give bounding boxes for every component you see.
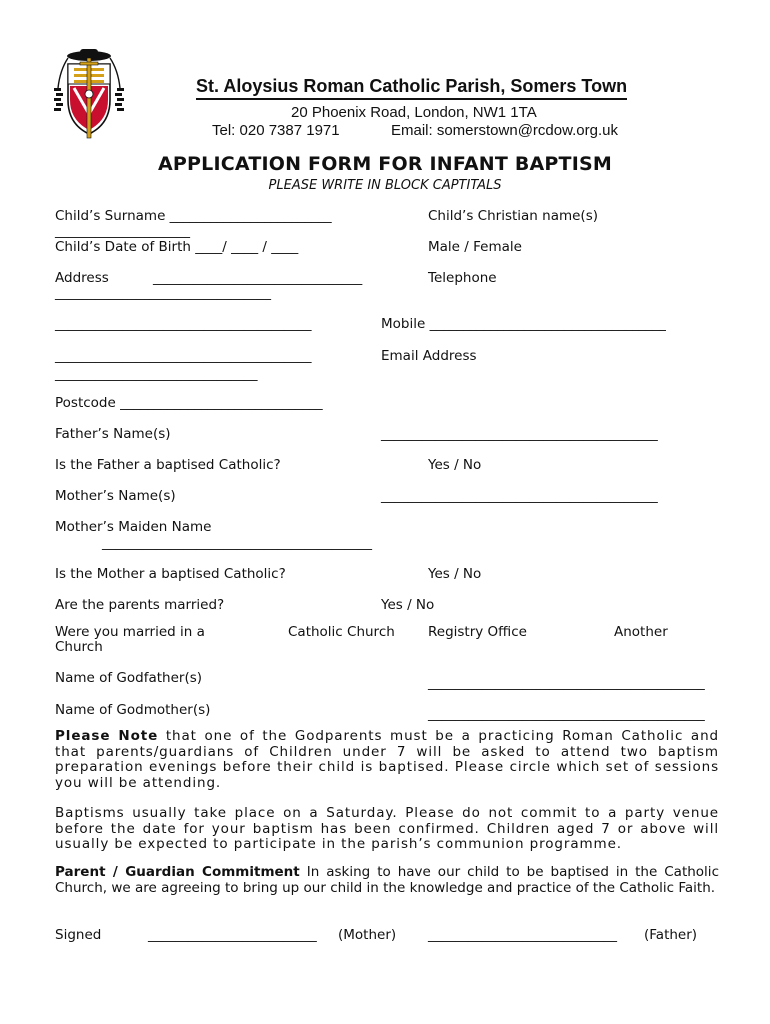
mothers-name-line[interactable]: _________________________________________: [381, 488, 658, 504]
option-another[interactable]: Another: [614, 624, 668, 640]
option-catholic-church[interactable]: Catholic Church: [288, 624, 395, 640]
address-label: Address: [55, 270, 109, 286]
parish-email: Email: somerstown@rcdow.org.uk: [391, 122, 618, 139]
child-christian-names-line[interactable]: ____________________: [55, 223, 190, 239]
child-surname-field[interactable]: Child’s Surname ________________________: [55, 208, 332, 224]
commitment-paragraph: [55, 865, 719, 896]
baptisms-paragraph: Baptisms usually take place on a Saturday. Please do not commit to a party venue before the date for your baptism has been confirmed. Children aged 7 or above will usually be expected to participate in the parish’s communion programme.: [55, 805, 719, 852]
godfather-line[interactable]: _________________________________________: [428, 675, 705, 691]
mother-signature-label: (Mother): [338, 927, 397, 943]
form-subtitle: PLEASE WRITE IN BLOCK CAPTITALS: [268, 178, 502, 193]
parents-married-answer[interactable]: Yes / No: [381, 597, 435, 613]
mother-baptised-answer[interactable]: Yes / No: [428, 566, 482, 582]
married-where-question-cont: Church: [55, 639, 103, 655]
please-note-paragraph: [55, 729, 719, 791]
mother-baptised-question: Is the Mother a baptised Catholic?: [55, 566, 286, 582]
email-address-label: Email Address: [381, 348, 477, 364]
father-signature-line[interactable]: ____________________________: [428, 927, 617, 943]
option-registry-office[interactable]: Registry Office: [428, 624, 527, 640]
child-dob-field[interactable]: Child’s Date of Birth ____/ ____ / ____: [55, 239, 299, 255]
fathers-name-line[interactable]: _________________________________________: [381, 426, 658, 442]
parish-telephone: Tel: 020 7387 1971: [212, 122, 340, 139]
child-christian-names-label: Child’s Christian name(s): [428, 208, 599, 224]
postcode-field[interactable]: Postcode ______________________________: [55, 395, 323, 411]
parish-crest-icon: [52, 48, 126, 142]
signed-label: Signed: [55, 927, 102, 943]
please-note-heading: Please Note: [55, 728, 159, 744]
godfather-label: Name of Godfather(s): [55, 670, 203, 686]
commitment-text: In asking to have our child to be baptised in the Catholic Church, we are agreeing to bring up our child in the knowledge and practice of the Catholic Faith.: [55, 864, 719, 896]
godmother-line[interactable]: _________________________________________: [428, 706, 705, 722]
address-line-2[interactable]: ______________________________________: [55, 316, 312, 332]
godmother-label: Name of Godmother(s): [55, 702, 211, 718]
mother-signature-line[interactable]: _________________________: [148, 927, 317, 943]
mothers-maiden-name-label: Mother’s Maiden Name: [55, 519, 212, 535]
mothers-maiden-name-line[interactable]: ________________________________________: [102, 535, 372, 551]
father-signature-label: (Father): [644, 927, 698, 943]
address-line-3[interactable]: ______________________________________: [55, 348, 312, 364]
commitment-heading: Parent / Guardian Commitment: [55, 864, 300, 880]
father-baptised-question: Is the Father a baptised Catholic?: [55, 457, 281, 473]
parish-name: St. Aloysius Roman Catholic Parish, Somers Town: [196, 76, 627, 100]
form-title: APPLICATION FORM FOR INFANT BAPTISM: [158, 153, 612, 175]
male-female-option[interactable]: Male / Female: [428, 239, 522, 255]
parish-address: 20 Phoenix Road, London, NW1 1TA: [291, 104, 537, 121]
mobile-field[interactable]: Mobile ___________________________________: [381, 316, 666, 332]
father-baptised-answer[interactable]: Yes / No: [428, 457, 482, 473]
married-where-question: Were you married in a: [55, 624, 205, 640]
address-line-1-cont[interactable]: ________________________________: [55, 285, 271, 301]
telephone-label: Telephone: [428, 270, 497, 286]
please-note-text: that one of the Godparents must be a practicing Roman Catholic and that parents/guardians of Children under 7 will be asked to attend two baptism preparation evenings before their child is baptised. Please circle which set of sessions you will be attending.: [55, 728, 719, 791]
email-address-line[interactable]: ______________________________: [55, 366, 258, 382]
mothers-name-label: Mother’s Name(s): [55, 488, 176, 504]
parents-married-question: Are the parents married?: [55, 597, 225, 613]
fathers-name-label: Father’s Name(s): [55, 426, 171, 442]
address-line-1[interactable]: _______________________________: [153, 270, 363, 286]
